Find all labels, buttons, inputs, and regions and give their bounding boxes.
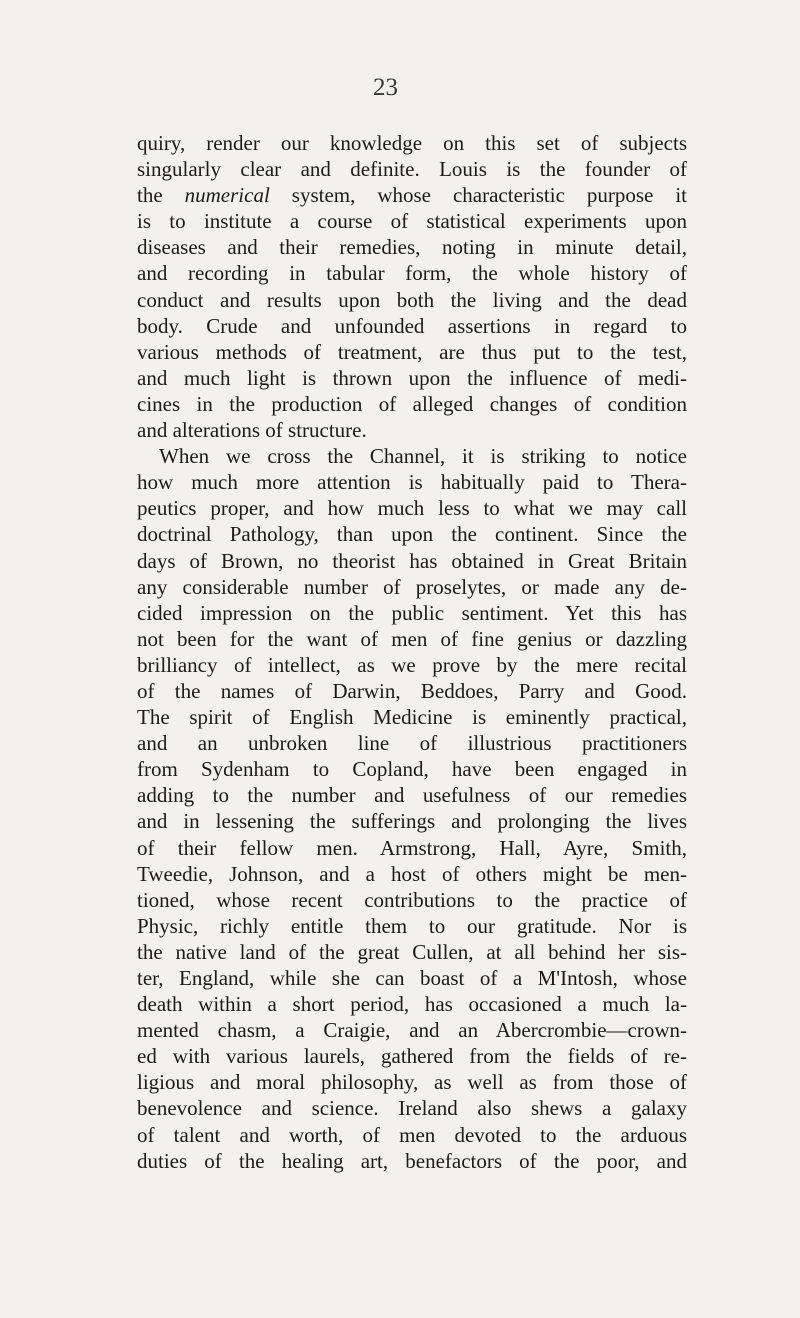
- text-line: of the names of Darwin, Beddoes, Parry and Good.: [137, 678, 687, 703]
- emphasized-word: numerical: [184, 183, 270, 208]
- text-line: brilliancy of intellect, as we prove by the mere recital: [137, 652, 687, 677]
- text-line: Tweedie, Johnson, and a host of others might be men-: [137, 861, 687, 886]
- text-line: of talent and worth, of men devoted to the arduous: [137, 1122, 687, 1147]
- page-number: 23: [373, 74, 398, 101]
- text-line: ed with various laurels, gathered from the fields of re-: [137, 1044, 687, 1069]
- line-segment: system, whose characteristic purpose it: [269, 183, 687, 208]
- text-line: cines in the production of alleged changes of condition: [137, 391, 687, 416]
- text-line: of their fellow men. Armstrong, Hall, Ayre, Smith,: [137, 835, 687, 860]
- text-line: body. Crude and unfounded assertions in regard to: [137, 313, 687, 338]
- text-line: doctrinal Pathology, than upon the continent. Since the: [137, 522, 687, 547]
- text-line: conduct and results upon both the living and the dead: [137, 287, 687, 312]
- text-line: death within a short period, has occasioned a much la-: [137, 992, 687, 1017]
- text-line: cided impression on the public sentiment. Yet this has: [137, 600, 687, 625]
- text-line: various methods of treatment, are thus put to the test,: [137, 339, 687, 364]
- paragraph-start-line: When we cross the Channel, it is striking to notice: [159, 444, 687, 469]
- text-line: tioned, whose recent contributions to the practice of: [137, 887, 687, 912]
- line-segment: the: [137, 183, 185, 208]
- text-line: from Sydenham to Copland, have been engaged in: [137, 757, 687, 782]
- text-line: and an unbroken line of illustrious practitioners: [137, 731, 687, 756]
- text-line: is to institute a course of statistical experiments upon: [137, 209, 687, 234]
- text-line: ter, England, while she can boast of a M'Intosh, whose: [137, 966, 687, 990]
- text-line: not been for the want of men of fine genius or dazzling: [137, 626, 687, 651]
- text-line: benevolence and science. Ireland also shews a galaxy: [137, 1096, 687, 1121]
- text-line: and much light is thrown upon the influence of medi-: [137, 365, 687, 390]
- text-line: days of Brown, no theorist has obtained in Great Britain: [137, 548, 687, 573]
- text-line: quiry, render our knowledge on this set of subjects: [137, 131, 687, 155]
- paragraph-end-line: and alterations of structure.: [137, 418, 367, 443]
- text-line: ligious and moral philosophy, as well as from those of: [137, 1070, 687, 1095]
- text-line-with-emphasis: [137, 182, 687, 208]
- text-line: any considerable number of proselytes, or made any de-: [137, 574, 687, 599]
- text-line: the native land of the great Cullen, at all behind her sis-: [137, 939, 687, 964]
- text-line: diseases and their remedies, noting in minute detail,: [137, 235, 687, 260]
- text-line: mented chasm, a Craigie, and an Abercrombie—crown-: [137, 1018, 687, 1043]
- text-line: singularly clear and definite. Louis is the founder of: [137, 157, 687, 182]
- text-line: The spirit of English Medicine is eminently practical,: [137, 705, 687, 730]
- text-line: Physic, richly entitle them to our gratitude. Nor is: [137, 913, 687, 938]
- text-line: adding to the number and usefulness of our remedies: [137, 783, 687, 808]
- text-line: how much more attention is habitually paid to Thera-: [137, 470, 687, 495]
- body-text: [137, 130, 687, 1174]
- text-line: and recording in tabular form, the whole history of: [137, 261, 687, 286]
- text-line: and in lessening the sufferings and prolonging the lives: [137, 809, 687, 834]
- text-line: duties of the healing art, benefactors of the poor, and: [137, 1148, 687, 1173]
- text-line: peutics proper, and how much less to what we may call: [137, 496, 687, 521]
